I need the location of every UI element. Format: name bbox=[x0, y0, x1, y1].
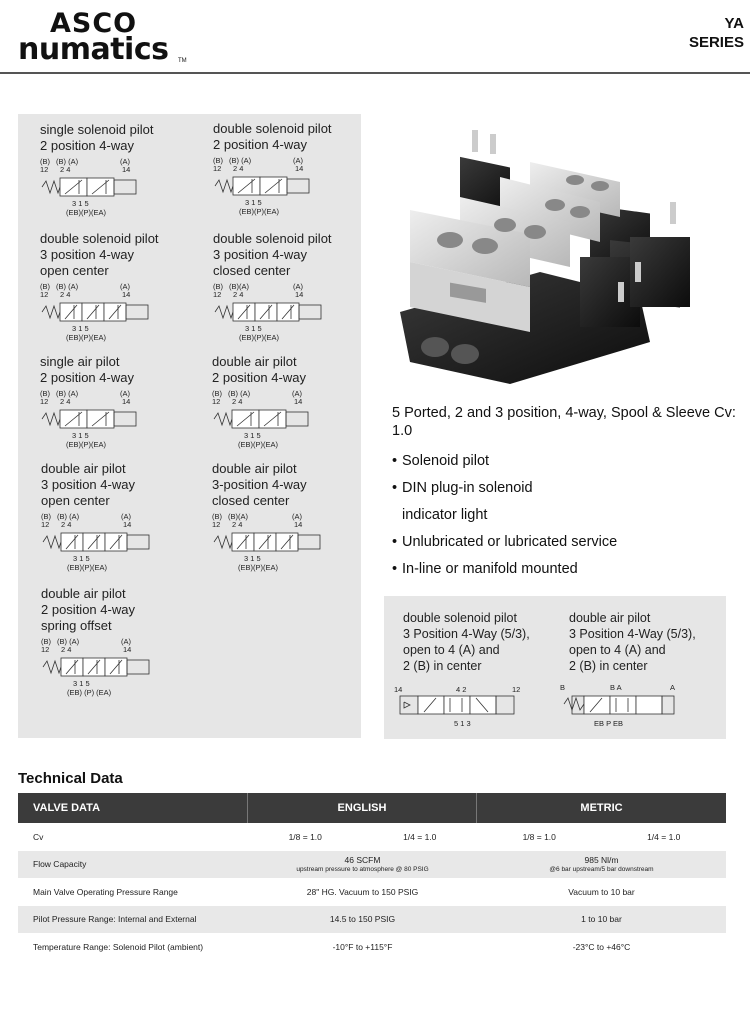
column-header: METRIC bbox=[580, 802, 623, 814]
schematic-title: single solenoid pilot 2 position 4-way bbox=[40, 122, 154, 153]
schematic-title: single air pilot 2 position 4-way bbox=[40, 354, 134, 385]
valve-product-photo bbox=[390, 122, 730, 384]
series-code: YA bbox=[724, 15, 744, 32]
row-label: Temperature Range: Solenoid Pilot (ambient) bbox=[33, 941, 204, 952]
port-label: 14 bbox=[122, 397, 131, 406]
solenoid-center-title: double solenoid pilot 3 Position 4-Way (5/3), open to 4 (A) and 2 (B) in center bbox=[403, 611, 530, 673]
port-label: 2 4 bbox=[232, 520, 243, 529]
logo-line1: ASCO bbox=[50, 8, 138, 39]
port-label: 14 bbox=[123, 645, 132, 654]
table-row bbox=[18, 851, 726, 879]
port-label: (EB)(P)(EA) bbox=[66, 333, 106, 342]
valve-schematic bbox=[212, 354, 337, 452]
port-label: (A) bbox=[121, 512, 131, 521]
table-row bbox=[18, 823, 726, 851]
column-header: ENGLISH bbox=[248, 793, 477, 823]
valve-symbol bbox=[41, 636, 166, 700]
port-label: (EB)(P)(EA) bbox=[66, 208, 106, 217]
feature-item: • DIN plug-in solenoid bbox=[392, 480, 533, 496]
valve-schematic bbox=[41, 461, 166, 575]
port-label: (B) (A) bbox=[229, 156, 252, 165]
valve-symbol bbox=[40, 156, 165, 220]
port-label: 3 1 5 bbox=[244, 554, 261, 563]
port-label: (EB) (P) (EA) bbox=[67, 688, 112, 697]
row-label: Flow Capacity bbox=[33, 859, 87, 870]
feature-item: • In-line or manifold mounted bbox=[392, 561, 578, 577]
port-label: 14 bbox=[295, 290, 304, 299]
port-label: (A) bbox=[293, 282, 303, 291]
schematic-title: double air pilot 2 position 4-way spring offset bbox=[41, 586, 135, 633]
schematic-title: double air pilot 3 position 4-way open center bbox=[41, 461, 135, 508]
port-label: 4 2 bbox=[456, 685, 467, 694]
air-center-symbol bbox=[558, 682, 708, 734]
row-label: Pilot Pressure Range: Internal and External bbox=[33, 914, 197, 925]
port-label: 2 4 bbox=[60, 290, 71, 299]
table-row bbox=[18, 878, 726, 906]
port-label: (B) bbox=[212, 389, 222, 398]
port-label: (B) bbox=[213, 156, 223, 165]
port-label: 12 bbox=[213, 164, 222, 173]
port-label: (A) bbox=[121, 637, 131, 646]
port-label: (B) (A) bbox=[57, 637, 80, 646]
port-label: 3 1 5 bbox=[245, 198, 262, 207]
table-row bbox=[18, 906, 726, 934]
port-label: 2 4 bbox=[61, 520, 72, 529]
schematic-panel bbox=[18, 114, 361, 738]
series-word: SERIES bbox=[688, 34, 744, 51]
port-label: B bbox=[560, 683, 566, 692]
valve-symbol bbox=[40, 388, 165, 452]
port-label: (B) (A) bbox=[56, 157, 79, 166]
port-label: 14 bbox=[122, 165, 131, 174]
port-label: 2 4 bbox=[61, 645, 72, 654]
logo-line2: numatics bbox=[18, 32, 169, 67]
port-label: (EB)(P)(EA) bbox=[239, 207, 279, 216]
feature-item: • Unlubricated or lubricated service bbox=[392, 534, 618, 550]
english-value: 1/8 = 1.0 1/4 = 1.0 bbox=[288, 831, 437, 842]
port-label: 3 1 5 bbox=[244, 431, 261, 440]
port-label: 2 4 bbox=[232, 397, 243, 406]
metric-value: -23°C to +46°C bbox=[572, 941, 631, 952]
english-value: 46 SCFM upstream pressure to atmosphere @ 80 PSIG bbox=[296, 855, 429, 874]
port-label: 5 1 3 bbox=[454, 719, 471, 728]
port-label: (B) (A) bbox=[56, 389, 79, 398]
port-label: 12 bbox=[213, 290, 222, 299]
valve-symbol bbox=[212, 511, 337, 575]
port-label: (B) bbox=[41, 637, 51, 646]
valve-schematic bbox=[40, 231, 165, 345]
port-label: 3 1 5 bbox=[72, 199, 89, 208]
valve-schematic bbox=[213, 121, 338, 219]
port-label: B A bbox=[610, 683, 622, 692]
feature-item: • Solenoid pilot bbox=[392, 453, 490, 469]
technical-data-heading: Technical Data bbox=[18, 770, 123, 787]
port-label: (B) (A) bbox=[228, 389, 251, 398]
port-label: (EB)(P)(EA) bbox=[66, 440, 106, 449]
port-label: 14 bbox=[294, 397, 303, 406]
port-label: 12 bbox=[40, 165, 49, 174]
metric-value: 1/8 = 1.0 1/4 = 1.0 bbox=[522, 831, 681, 842]
port-label: (B) bbox=[41, 512, 51, 521]
schematic-title: double solenoid pilot 3 position 4-way open center bbox=[40, 231, 159, 278]
port-label: 12 bbox=[41, 645, 50, 654]
port-label: 12 bbox=[40, 397, 49, 406]
schematic-title: double solenoid pilot 3 position 4-way closed center bbox=[213, 231, 332, 278]
port-label: (B)(A) bbox=[228, 512, 248, 521]
english-value: -10°F to +115°F bbox=[332, 941, 393, 952]
valve-schematic bbox=[40, 354, 165, 452]
port-label: (B) (A) bbox=[57, 512, 80, 521]
port-label: 14 bbox=[294, 520, 303, 529]
port-label: (EB)(P)(EA) bbox=[238, 563, 278, 572]
header-divider bbox=[0, 72, 750, 74]
series-label bbox=[689, 14, 744, 52]
row-label: Cv bbox=[33, 831, 44, 842]
port-label: (EB)(P)(EA) bbox=[238, 440, 278, 449]
schematic-title: double air pilot 3-position 4-way closed center bbox=[212, 461, 307, 508]
valve-symbol bbox=[212, 388, 337, 452]
valve-schematic bbox=[41, 586, 166, 700]
table-row bbox=[18, 933, 726, 961]
port-label: (A) bbox=[293, 156, 303, 165]
row-label: Main Valve Operating Pressure Range bbox=[33, 886, 178, 897]
port-label: (A) bbox=[120, 389, 130, 398]
port-label: 3 1 5 bbox=[73, 679, 90, 688]
port-label: 2 4 bbox=[233, 290, 244, 299]
port-label: 14 bbox=[394, 685, 403, 694]
port-label: 14 bbox=[122, 290, 131, 299]
logo-trademark: TM bbox=[178, 58, 187, 64]
valve-symbol bbox=[41, 511, 166, 575]
port-label: (EB)(P)(EA) bbox=[239, 333, 279, 342]
air-center-title: double air pilot 3 Position 4-Way (5/3), open to 4 (A) and 2 (B) in center bbox=[569, 611, 696, 673]
english-value: 14.5 to 150 PSIG bbox=[329, 914, 396, 925]
port-label: 12 bbox=[40, 290, 49, 299]
port-label: 12 bbox=[212, 397, 221, 406]
port-label: 3 1 5 bbox=[72, 324, 89, 333]
port-label: (B) bbox=[40, 157, 50, 166]
valve-symbol bbox=[213, 155, 338, 219]
port-label: (B)(A) bbox=[229, 282, 249, 291]
asco-numatics-logo bbox=[18, 8, 193, 66]
metric-value: Vacuum to 10 bar bbox=[568, 886, 635, 897]
column-header: VALVE DATA bbox=[18, 793, 248, 823]
feature-list bbox=[392, 448, 742, 583]
port-label: (A) bbox=[120, 157, 130, 166]
port-label: A bbox=[670, 683, 676, 692]
english-value: 28" HG. Vacuum to 150 PSIG bbox=[306, 886, 419, 897]
port-label: 12 bbox=[512, 685, 521, 694]
port-label: (EB)(P)(EA) bbox=[67, 563, 107, 572]
port-label: 14 bbox=[123, 520, 132, 529]
port-label: (A) bbox=[120, 282, 130, 291]
port-label: 3 1 5 bbox=[72, 431, 89, 440]
center-position-panel bbox=[384, 596, 726, 739]
feature-item: indicator light bbox=[402, 507, 488, 523]
port-label: 2 4 bbox=[60, 165, 71, 174]
port-label: EB P EB bbox=[594, 719, 624, 728]
metric-value: 985 Nl/m @6 bar upstream/5 bar downstream bbox=[549, 855, 654, 874]
port-label: (B) (A) bbox=[56, 282, 79, 291]
technical-data-table bbox=[18, 793, 726, 961]
schematic-title: double air pilot 2 position 4-way bbox=[212, 354, 306, 385]
table-header bbox=[18, 793, 726, 823]
port-label: 2 4 bbox=[60, 397, 71, 406]
port-label: (B) bbox=[40, 389, 50, 398]
schematic-title: double solenoid pilot 2 position 4-way bbox=[213, 121, 332, 152]
port-label: 14 bbox=[295, 164, 304, 173]
port-label: (A) bbox=[292, 389, 302, 398]
port-label: 3 1 5 bbox=[245, 324, 262, 333]
port-label: (B) bbox=[213, 282, 223, 291]
valve-symbol bbox=[213, 281, 338, 345]
port-label: 12 bbox=[41, 520, 50, 529]
valve-schematic bbox=[40, 122, 165, 220]
port-label: (B) bbox=[40, 282, 50, 291]
valve-schematic bbox=[213, 231, 338, 345]
product-description: 5 Ported, 2 and 3 position, 4-way, Spool & Sleeve Cv: 1.0 bbox=[392, 405, 736, 439]
port-label: 3 1 5 bbox=[73, 554, 90, 563]
valve-symbol bbox=[40, 281, 165, 345]
metric-value: 1 to 10 bar bbox=[581, 914, 622, 925]
port-label: 12 bbox=[212, 520, 221, 529]
port-label: (B) bbox=[212, 512, 222, 521]
solenoid-center-symbol bbox=[392, 682, 542, 734]
port-label: (A) bbox=[292, 512, 302, 521]
valve-schematic bbox=[212, 461, 337, 575]
port-label: 2 4 bbox=[233, 164, 244, 173]
